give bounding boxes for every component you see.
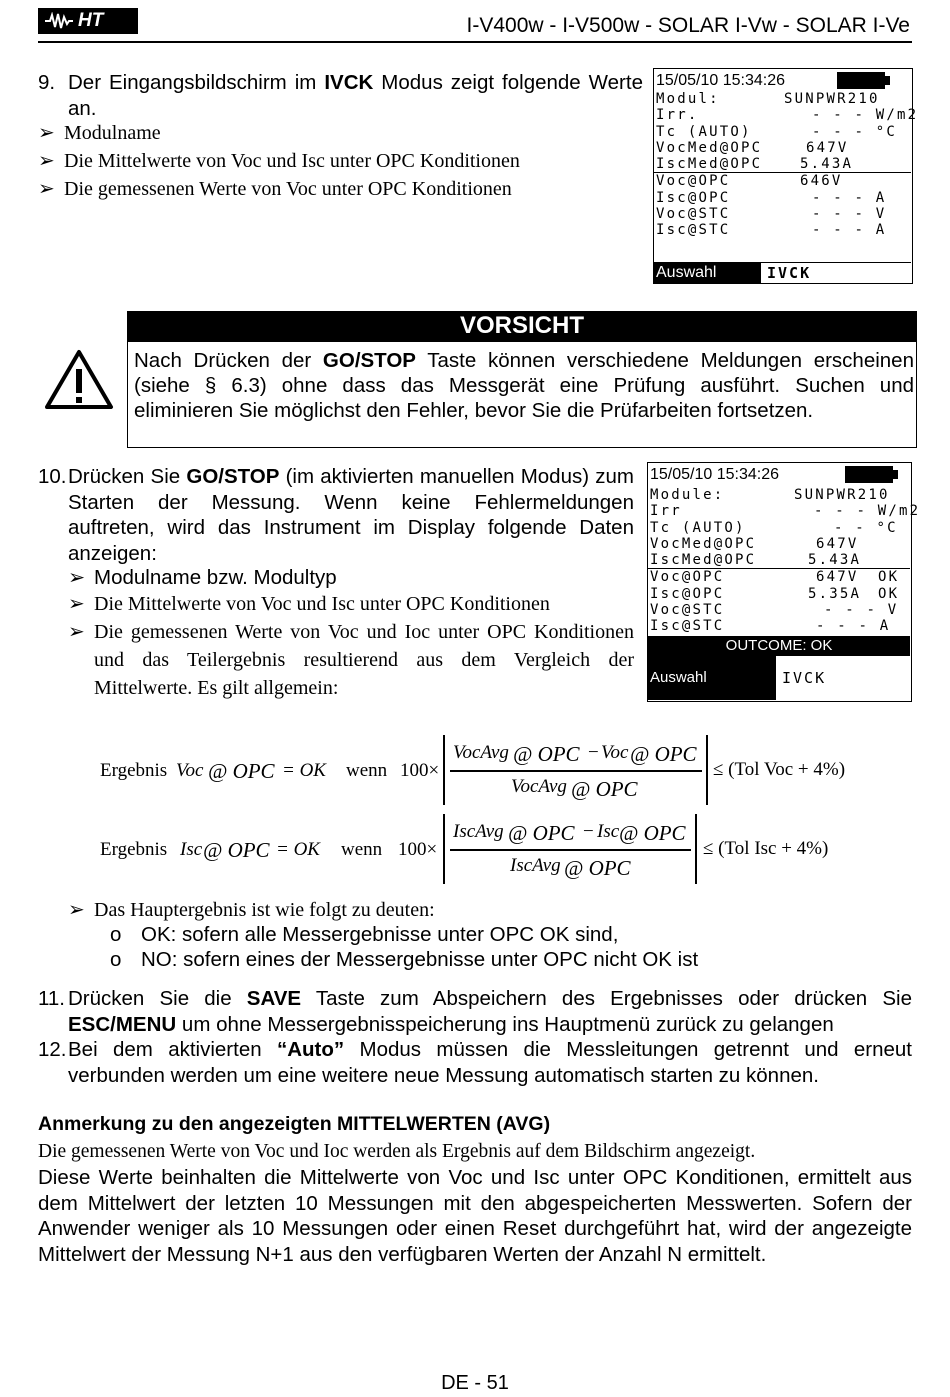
step12-t2: Modus müssen die Messleitungen getrennt und erneut verbunden werden um eine weitere neue Messung automatisch starten zu können. xyxy=(68,1038,912,1087)
screen-row xyxy=(648,602,910,618)
screen-row xyxy=(654,206,911,222)
row-value: 647V xyxy=(816,569,859,586)
warning-icon xyxy=(44,348,114,410)
arrow-icon: ➢ xyxy=(68,593,85,615)
row-value: - - - V xyxy=(812,206,887,223)
row-value: - - - A xyxy=(812,189,887,206)
abs-bar xyxy=(695,814,697,884)
row-label: Tc (AUTO) xyxy=(650,519,746,536)
row-label: VocMed@OPC xyxy=(650,535,757,552)
step9-text-bold: IVCK xyxy=(324,71,374,94)
step11-number: 11. xyxy=(38,987,65,1010)
row-label: Irr xyxy=(650,503,682,520)
outcome-bar: OUTCOME: OK xyxy=(648,636,910,656)
formula-voc-den: VocAvg xyxy=(511,776,567,797)
formula-isc-den-opc: @ OPC xyxy=(564,856,631,880)
row-value: - - - V xyxy=(824,602,899,619)
header-rule xyxy=(38,41,912,43)
formula-isc-eq: = OK xyxy=(276,839,320,860)
step12-number: 12. xyxy=(38,1038,67,1061)
arrow-icon: ➢ xyxy=(68,566,86,589)
formula-voc-lhs: Voc xyxy=(176,760,204,781)
row-label: IscMed@OPC xyxy=(650,552,757,569)
formula-isc-den: IscAvg xyxy=(510,855,561,876)
screen-row xyxy=(654,107,919,124)
arrow-icon: ➢ xyxy=(38,122,55,144)
screen-rows xyxy=(654,91,919,239)
row-value: - - - °C xyxy=(812,123,898,140)
row-value: 5.43A xyxy=(808,552,862,569)
bullet-text: Modulname xyxy=(64,122,161,144)
screen-row xyxy=(654,190,911,206)
softkey-ivck[interactable]: IVCK xyxy=(782,669,827,687)
formula-voc-num-a-opc: @ OPC xyxy=(513,742,580,766)
screen-datetime: 15/05/10 15:34:26 xyxy=(656,72,786,89)
step10-text-pre: Drücken Sie xyxy=(68,465,187,488)
row-value: 647V xyxy=(816,535,859,552)
formula-isc-num-b: Isc xyxy=(597,821,620,842)
row-label: Voc@OPC xyxy=(650,569,725,586)
step11-t1: Drücken Sie die xyxy=(68,987,247,1010)
screen-row xyxy=(654,140,911,156)
step10-number: 10. xyxy=(38,465,67,488)
screen-row xyxy=(654,124,911,140)
step11-t2: Taste zum Abspeichern des Ergebnisses oder drücken Sie xyxy=(301,987,912,1010)
formula-voc-den-opc: @ OPC xyxy=(571,777,638,801)
fraction-bar xyxy=(450,770,702,772)
row-value: 646V xyxy=(800,173,843,190)
note-serif-line: Die gemessenen Werte von Voc und Ioc werden als Ergebnis auf dem Bildschirm angezeigt. xyxy=(38,1141,756,1162)
step11-t3: um ohne Messergebnisspeicherung ins Hauptmenü zurück zu gelangen xyxy=(176,1012,834,1036)
step11-b2: ESC/MENU xyxy=(68,1012,177,1036)
step11-b1: SAVE xyxy=(246,987,302,1010)
step10-text-bold: GO/STOP xyxy=(186,465,280,488)
screen-row xyxy=(648,618,910,634)
screen-row xyxy=(648,503,921,520)
row-label: Voc@OPC xyxy=(656,173,731,190)
formula-minus: − xyxy=(588,742,599,763)
result-item-no: NO: sofern eines der Messergebnisse unter OPC nicht OK ist xyxy=(141,948,699,971)
row-label: Isc@STC xyxy=(650,618,725,635)
step9-bullet xyxy=(38,147,520,175)
row-label: Isc@OPC xyxy=(650,585,725,602)
fraction-bar xyxy=(450,849,691,851)
row-label: Isc@OPC xyxy=(656,189,731,206)
screen-row xyxy=(648,536,910,552)
arrow-icon: ➢ xyxy=(38,150,55,172)
formula-voc-wenn: wenn xyxy=(346,760,388,781)
page-number: DE - 51 xyxy=(441,1372,509,1394)
step10-text xyxy=(68,464,634,566)
arrow-icon: ➢ xyxy=(68,621,85,643)
row-value: SUNPWR210 xyxy=(784,91,880,107)
battery-icon xyxy=(845,466,893,483)
row-value: - - - A xyxy=(816,618,891,635)
softkey-auswahl[interactable]: Auswahl xyxy=(654,262,760,283)
row-label: IscMed@OPC xyxy=(656,156,763,173)
caution-text-post: Taste können verschiedene Meldungen erscheinen (siehe § 6.3) ohne dass das Messgerät eine Prüfung ausführt. Suchen und eliminieren Sie möglichst den Fehler, bevor Sie die Prüfarbeiten fortsetzen. xyxy=(134,349,914,422)
step10-bullet xyxy=(68,590,550,618)
screen-row xyxy=(648,586,910,602)
battery-icon xyxy=(837,72,885,89)
formula-isc-ergebnis: Ergebnis xyxy=(100,839,168,860)
result-intro xyxy=(68,896,435,924)
bullet-text: Die Mittelwerte von Voc und Isc unter OPC Konditionen xyxy=(64,150,520,172)
row-value: - - °C xyxy=(834,519,898,536)
softkey-auswahl[interactable]: Auswahl xyxy=(648,656,776,700)
step12-b1: “Auto” xyxy=(276,1038,345,1061)
ht-logo xyxy=(38,8,138,34)
formula-minus: − xyxy=(583,821,594,842)
screen-row xyxy=(648,552,910,568)
row-value: SUNPWR210 xyxy=(794,487,890,503)
formula-isc-num-a: IscAvg xyxy=(453,821,504,842)
arrow-icon: ➢ xyxy=(38,178,55,200)
screen-row xyxy=(654,91,911,107)
caution-title: VORSICHT xyxy=(127,311,917,341)
screen-row xyxy=(648,487,910,503)
formula-voc-num-a: VocAvg xyxy=(453,742,509,763)
row-value: - - - W/m2 xyxy=(814,503,921,520)
formula-voc-rhs: ≤ (Tol Voc + 4%) xyxy=(713,759,846,780)
row-value: 5.35A xyxy=(808,585,862,602)
abs-bar xyxy=(443,814,445,884)
result-item-ok: OK: sofern alle Messergebnisse unter OPC OK sind, xyxy=(141,923,619,946)
formula-voc-num-b-opc: @ OPC xyxy=(630,742,697,766)
page-header-title: I-V400w - I-V500w - SOLAR I-Vw - SOLAR I-Ve xyxy=(466,14,910,37)
formula-isc-lhs-opc: @ OPC xyxy=(203,838,270,862)
step9-bullet xyxy=(38,119,161,147)
step9-text xyxy=(68,70,643,121)
note-paragraph: Diese Werte beinhalten die Mittelwerte von Voc und Isc unter OPC Konditionen, ermittelt aus dem Mittelwert der letzten 10 Messungen mit den abgespeicherten Messwerten. Sofern der Anwender weniger als 10 Messungen oder einen Reset durchgeführt hat, wird der angezeigte Mittelwert der Messung N+1 aus den verfügbaren Werten der Anzahl N ermittelt. xyxy=(38,1166,912,1266)
screen-row xyxy=(648,520,910,536)
row-value: 5.43A xyxy=(800,156,854,173)
step12-t1: Bei dem aktivierten xyxy=(68,1038,277,1061)
step9-text-pre: Der Eingangsbildschirm im xyxy=(68,71,325,94)
screen-row xyxy=(654,156,911,172)
row-label: Module: xyxy=(650,487,725,503)
result-intro-text: Das Hauptergebnis ist wie folgt zu deuten: xyxy=(94,899,435,921)
arrow-icon: ➢ xyxy=(68,899,85,921)
softkey-ivck[interactable]: IVCK xyxy=(760,262,911,283)
row-status: OK xyxy=(878,569,900,586)
device-screen-1 xyxy=(653,68,919,284)
formula-isc-num-b-opc: @ OPC xyxy=(619,821,686,845)
screen-datetime: 15/05/10 15:34:26 xyxy=(650,466,780,483)
formula-voc-100: 100× xyxy=(400,760,440,781)
row-value: - - - A xyxy=(812,222,887,239)
step9-text-post: Modus zeigt folgende Werte an. xyxy=(68,71,643,120)
step10-bullet xyxy=(68,565,337,591)
abs-bar xyxy=(443,735,445,805)
formula-voc-num-b: Voc xyxy=(601,742,629,763)
row-value: - - - W/m2 xyxy=(812,107,919,124)
step11-text xyxy=(68,986,912,1037)
step12-text xyxy=(68,1037,912,1088)
formula-isc-100: 100× xyxy=(398,839,438,860)
step9-number: 9. xyxy=(38,71,56,94)
caution-text xyxy=(134,348,914,423)
abs-bar xyxy=(706,735,708,805)
formula-isc-num-a-opc: @ OPC xyxy=(508,821,575,845)
row-label: Tc (AUTO) xyxy=(656,123,752,140)
row-label: Voc@STC xyxy=(650,602,725,619)
step10-bullet-long: Die gemessenen Werte von Voc und Ioc unter OPC Konditionen und das Teilergebnis resultierend aus dem Vergleich der Mittelwerte. Es gilt allgemein: xyxy=(94,621,634,699)
row-label: Irr. xyxy=(656,107,699,124)
formula-isc-wenn: wenn xyxy=(341,839,383,860)
screen-rows xyxy=(648,487,921,635)
formula-voc-eq: = OK xyxy=(282,760,326,781)
formula-voc-ergebnis: Ergebnis xyxy=(100,760,168,781)
waveform-icon xyxy=(44,12,74,30)
note-heading: Anmerkung zu den angezeigten MITTELWERTEN (AVG) xyxy=(38,1113,551,1135)
step9-bullet xyxy=(38,175,512,203)
caution-text-pre: Nach Drücken der xyxy=(134,349,323,372)
formula-voc-lhs-opc: @ OPC xyxy=(208,759,275,783)
screen-row xyxy=(648,569,910,585)
row-label: Isc@STC xyxy=(656,222,731,239)
formula-isc-rhs: ≤ (Tol Isc + 4%) xyxy=(703,838,829,859)
result-marker: o xyxy=(110,923,122,946)
row-status: OK xyxy=(878,585,900,602)
caution-text-bold: GO/STOP xyxy=(322,349,416,372)
bullet-text: Die gemessenen Werte von Voc unter OPC Konditionen xyxy=(64,178,512,200)
row-label: VocMed@OPC xyxy=(656,139,763,156)
row-value: 647V xyxy=(806,139,849,156)
bullet-text: Die Mittelwerte von Voc und Isc unter OPC Konditionen xyxy=(94,593,550,615)
screen-row xyxy=(654,173,911,189)
logo-text: HT xyxy=(78,10,104,31)
row-label: Modul: xyxy=(656,91,720,107)
result-marker: o xyxy=(110,948,122,971)
screen-row xyxy=(654,222,911,238)
row-label: Voc@STC xyxy=(656,206,731,223)
step10-text-post: (im aktivierten manuellen Modus) zum Starten der Messung. Wenn keine Fehlermeldungen auftreten, wird das Instrument im Display folgende Daten anzeigen: xyxy=(68,465,634,565)
bullet-text: Modulname bzw. Modultyp xyxy=(94,566,337,589)
device-screen-2 xyxy=(647,462,921,702)
formula-isc-lhs: Isc xyxy=(180,839,203,860)
